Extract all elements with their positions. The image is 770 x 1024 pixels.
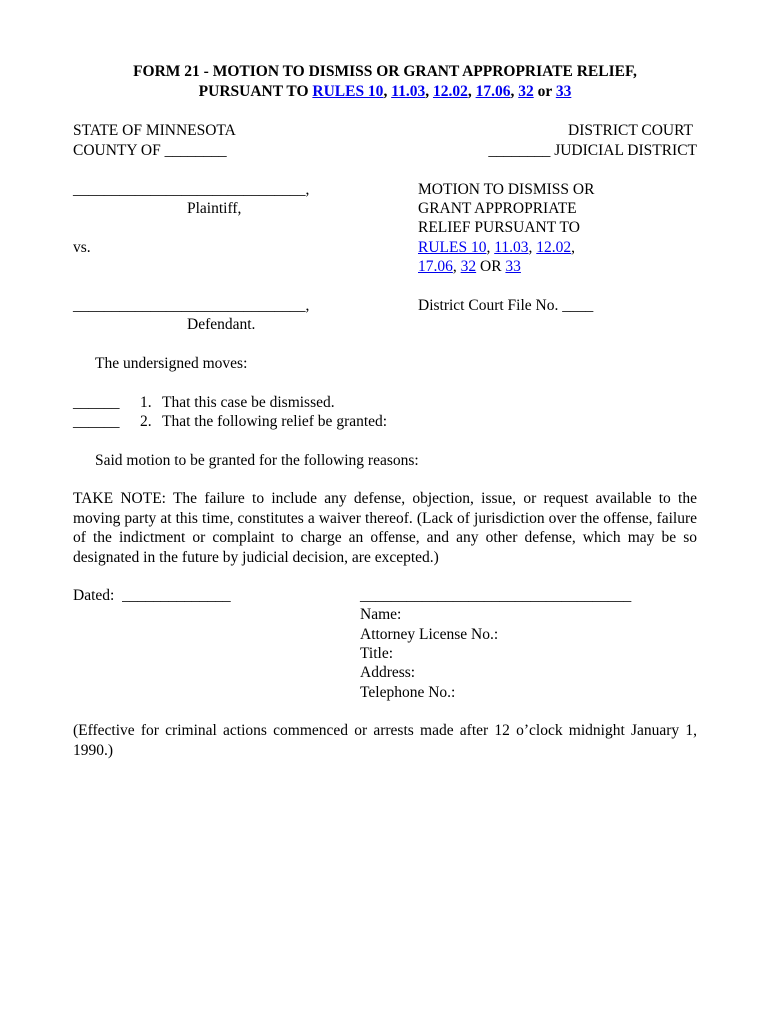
form-title-line1: FORM 21 - MOTION TO DISMISS OR GRANT APPROPRIATE RELIEF, (133, 63, 637, 80)
plaintiff-label: Plaintiff, (187, 200, 242, 217)
option1-blank[interactable]: ______ (73, 394, 120, 411)
moves-statement: The undersigned moves: (95, 355, 248, 372)
form-title-line2: PURSUANT TO RULES 10, 11.03, 12.02, 17.06, 32 or 33 (198, 83, 572, 100)
dated-blank[interactable]: ______________ (122, 587, 231, 604)
name-label: Name: (360, 606, 402, 623)
title-label: Title: (360, 645, 394, 662)
option1-number: 1. (140, 394, 152, 411)
take-note-paragraph: TAKE NOTE: The failure to include any defense, objection, issue, or request available to the moving party at this time, constitutes a waiver thereof. (Lack of jurisdiction over the offense, failure of the indictment or complaint to charge an offense, and any other defense, which may be so designated in the future by judicial decision, are excepted.) (73, 490, 697, 566)
defendant-line: ______________________________, (73, 297, 310, 314)
license-label: Attorney License No.: (360, 626, 499, 643)
file-number-label: District Court File No. ____ (418, 297, 594, 314)
option2-number: 2. (140, 413, 152, 430)
link-rules-10[interactable]: RULES 10 (312, 83, 384, 100)
district-label: ________ JUDICIAL DISTRICT (488, 142, 697, 159)
link-rule-33[interactable]: 33 (555, 83, 572, 100)
option2-blank[interactable]: ______ (73, 413, 120, 430)
motion-link-11-03[interactable]: 11.03 (494, 239, 529, 256)
dated-label: Dated: ______________ (73, 587, 231, 604)
motion-links-row2: 17.06, 32 OR 33 (418, 258, 521, 275)
reasons-statement: Said motion to be granted for the following reasons: (95, 452, 419, 469)
court-label: DISTRICT COURT (568, 122, 693, 139)
title-prefix: PURSUANT TO (198, 83, 313, 100)
option2-text: That the following relief be granted: (162, 413, 388, 430)
link-rule-32[interactable]: 32 (518, 83, 534, 100)
motion-link-rules-10[interactable]: RULES 10 (418, 239, 487, 256)
link-rule-12-02[interactable]: 12.02 (432, 83, 468, 100)
motion-link-33[interactable]: 33 (505, 258, 521, 275)
motion-title-1: MOTION TO DISMISS OR (418, 181, 595, 198)
motion-links-row1: RULES 10, 11.03, 12.02, (418, 239, 576, 256)
defendant-label: Defendant. (187, 316, 256, 333)
effective-date-note: (Effective for criminal actions commenced or arrests made after 12 o’clock midnight January 1, 1990.) (73, 722, 697, 759)
motion-link-12-02[interactable]: 12.02 (536, 239, 572, 256)
link-rule-17-06[interactable]: 17.06 (475, 83, 511, 100)
state-label: STATE OF MINNESOTA (73, 122, 236, 139)
county-label: COUNTY OF ________ (73, 142, 227, 159)
motion-link-17-06[interactable]: 17.06 (418, 258, 453, 275)
link-rule-11-03[interactable]: 11.03 (391, 83, 426, 100)
option1-text: That this case be dismissed. (162, 394, 335, 411)
versus-label: vs. (73, 239, 91, 256)
motion-link-32[interactable]: 32 (460, 258, 477, 275)
motion-title-3: RELIEF PURSUANT TO (418, 219, 580, 236)
telephone-label: Telephone No.: (360, 684, 456, 701)
motion-title-2: GRANT APPROPRIATE (418, 200, 577, 217)
address-label: Address: (360, 664, 416, 681)
signature-line[interactable]: ___________________________________ (360, 587, 632, 604)
plaintiff-line: ______________________________, (73, 181, 310, 198)
